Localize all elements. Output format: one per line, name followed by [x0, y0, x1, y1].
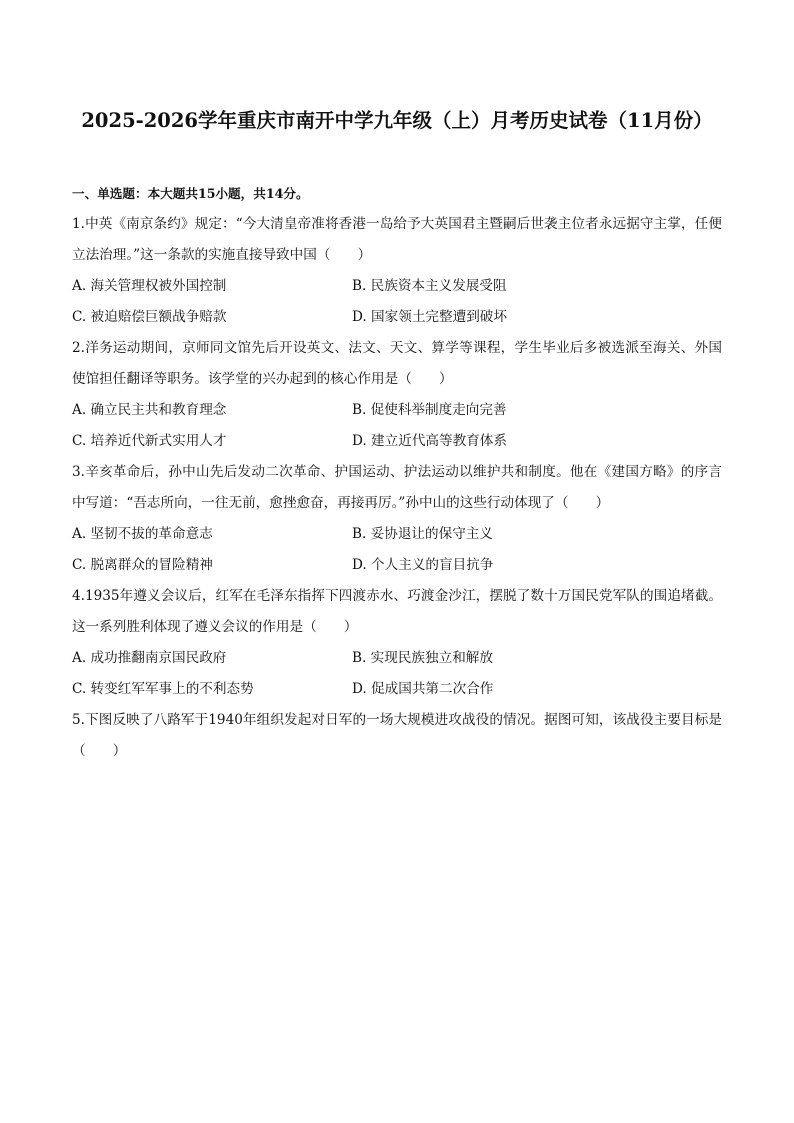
option-a: A. 坚韧不拔的革命意志: [72, 526, 213, 542]
question-1: [72, 209, 722, 333]
question-stem: 5.下图反映了八路军于1940年组织发起对日军的一场大规模进攻战役的情况。据图可知，该战役主要目标是（ ）: [72, 712, 722, 759]
question-options: [72, 395, 722, 457]
question-options: [72, 643, 722, 705]
question-4: [72, 581, 722, 705]
question-options: [72, 271, 722, 333]
question-options: [72, 519, 722, 581]
option-c: C. 被迫赔偿巨额战争赔款: [72, 309, 227, 325]
exam-content: [72, 183, 722, 767]
option-d: D. 个人主义的盲目抗争: [352, 557, 494, 573]
option-d: D. 建立近代高等教育体系: [352, 433, 507, 449]
option-c: C. 培养近代新式实用人才: [72, 433, 227, 449]
option-d: D. 国家领土完整遭到破坏: [352, 309, 507, 325]
option-b: B. 民族资本主义发展受阻: [352, 278, 507, 294]
question-stem: 1.中英《南京条约》规定：“今大清皇帝准将香港一岛给予大英国君主暨嗣后世袭主位者永远据守主掌，任便立法治理。”这一条款的实施直接导致中国（ ）: [72, 216, 722, 263]
option-d: D. 促成国共第二次合作: [352, 681, 494, 697]
question-stem: 3.辛亥革命后，孙中山先后发动二次革命、护国运动、护法运动以维护共和制度。他在《建国方略》的序言中写道：“吾志所向，一往无前，愈挫愈奋，再接再厉。”孙中山的这些行动体现了（ ）: [72, 464, 722, 511]
question-stem: 2.洋务运动期间，京师同文馆先后开设英文、法文、天文、算学等课程，学生毕业后多被选派至海关、外国使馆担任翻译等职务。该学堂的兴办起到的核心作用是（ ）: [72, 340, 722, 387]
option-b: B. 妥协退让的保守主义: [352, 526, 493, 542]
option-b: B. 促使科举制度走向完善: [352, 402, 507, 418]
option-a: A. 成功推翻南京国民政府: [72, 650, 227, 666]
option-c: C. 脱离群众的冒险精神: [72, 557, 213, 573]
question-3: [72, 457, 722, 581]
exam-title: 2025-2026学年重庆市南开中学九年级（上）月考历史试卷（11月份）: [81, 109, 713, 132]
option-b: B. 实现民族独立和解放: [352, 650, 493, 666]
option-a: A. 海关管理权被外国控制: [72, 278, 227, 294]
option-a: A. 确立民主共和教育理念: [72, 402, 227, 418]
section-header: 一、单选题：本大题共15小题，共14分。: [72, 186, 309, 201]
option-c: C. 转变红军军事上的不利态势: [72, 681, 254, 697]
question-5: [72, 705, 722, 767]
question-stem: 4.1935年遵义会议后，红军在毛泽东指挥下四渡赤水、巧渡金沙江，摆脱了数十万国民党军队的围追堵截。这一系列胜利体现了遵义会议的作用是（ ）: [72, 588, 722, 635]
question-2: [72, 333, 722, 457]
